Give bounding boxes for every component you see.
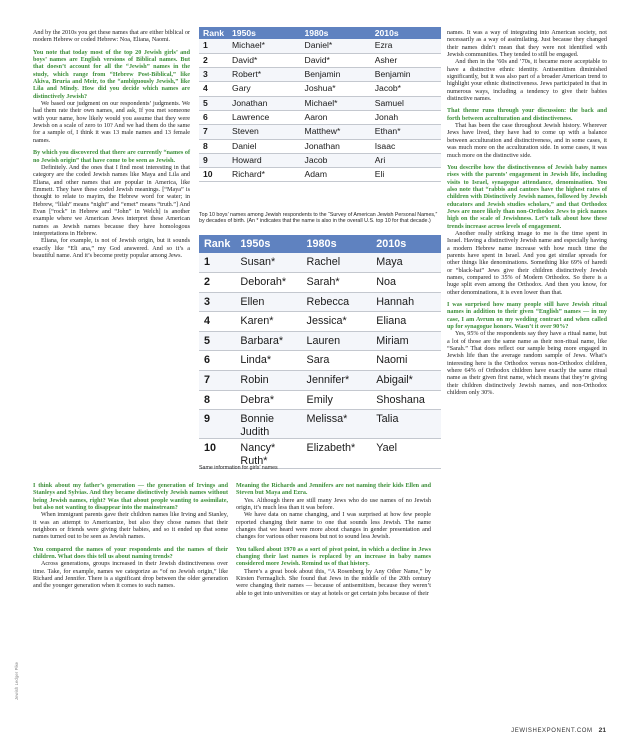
name-cell: Gary (228, 82, 301, 96)
rank-cell: 5 (199, 331, 235, 351)
table-row (199, 390, 441, 410)
column-header: 1980s (302, 235, 372, 253)
page-number: 21 (598, 727, 606, 734)
body-paragraph: We have data on name changing, and I was surprised at how few people reported changing their name to one that sounds less Jewish. The name changes that we heard were more about changes in gender presentation and changes for various other reasons but not to sound less Jewish. (236, 512, 431, 541)
name-cell: Naomi (371, 351, 441, 371)
table-row (199, 153, 441, 167)
rank-cell: 3 (199, 68, 228, 82)
rank-cell: 2 (199, 273, 235, 293)
name-cell: Deborah* (235, 273, 301, 293)
name-cell: Matthew* (301, 125, 371, 139)
name-cell: Michael* (228, 39, 301, 53)
name-cell: Ari (371, 153, 441, 167)
rank-cell: 8 (199, 139, 228, 153)
name-cell: Robert* (228, 68, 301, 82)
body-paragraph: Yes, 95% of the respondents say they have a ritual name, but a lot of those are the same name as their non-ritual name, like “Sarah.” That does reflect our sample being more engaged in Jewish life than the average random sample of Jews. What’s interesting here is the Orthodox versus non-Orthodox children, where 64% of Orthodox children have exactly the same ritual name as their given first name, which means that they’re giving their children distinctively Jewish names, and non-Orthodox children only 30%. (447, 331, 607, 397)
table-row (199, 371, 441, 391)
name-cell: Susan* (235, 253, 301, 273)
body-paragraph: And then in the ’60s and ’70s, it became more acceptable to have a distinctive ethnic identity. Antisemitism diminished significantly, but it was also part of a broader American trend to highlight your ethnic distinctiveness. Jews participated in that in numerous ways, including a tendency to give their babies distinctive names. (447, 59, 607, 103)
table-row (199, 82, 441, 96)
name-cell: Howard (228, 153, 301, 167)
column-header: 2010s (371, 27, 441, 39)
name-cell: Jennifer* (302, 371, 372, 391)
name-cell: Joshua* (301, 82, 371, 96)
name-cell: Rachel (302, 253, 372, 273)
name-cell: Jacob* (371, 82, 441, 96)
girls-table-header-row (199, 235, 441, 253)
name-cell: Isaac (371, 139, 441, 153)
name-cell: Nancy* Ruth* (235, 439, 301, 468)
article-column-right (447, 30, 607, 398)
body-paragraph: We based our judgment on our respondents’ judgments. We had them rate their own names, and ask, If you met someone with your name, how likely would you assume that they were Jewish on a scale of zero to 10? And we had them do the same for a sample of, I think it was 13 male names and 13 female names. (33, 101, 190, 144)
name-cell: Richard* (228, 168, 301, 182)
name-cell: Bonnie Judith (235, 410, 301, 439)
name-cell: Yael (371, 439, 441, 468)
name-cell: Noa (371, 273, 441, 293)
rank-cell: 7 (199, 125, 228, 139)
girls-names-table (199, 235, 441, 469)
table-row (199, 39, 441, 53)
name-cell: Benjamin (301, 68, 371, 82)
column-header: 1950s (235, 235, 301, 253)
body-paragraph: Eliana, for example, is not of Jewish origin, but it sounds exactly like “Eli ana,” my God answered. And so it’s a beautiful name. And it’s become pretty popular among Jews. (33, 238, 190, 259)
table-row (199, 139, 441, 153)
name-cell: Elizabeth* (302, 439, 372, 468)
name-cell: Daniel* (301, 39, 371, 53)
rank-cell: 1 (199, 253, 235, 273)
body-paragraph: Across generations, groups increased in their Jewish distinctiveness over time. Take, for example, names we categorize as “of no Jewish origin,” like Richard and Jennifer. There is a significant drop between the older generation and the younger generation when it comes to such names. (33, 561, 228, 590)
body-paragraph: That has been the case throughout Jewish history. Wherever Jews have lived, they have had to come up with a balance between acculturation and distinctiveness, and in some cases, it was much more on the acculturation side. In some cases, it was much more on the distinctive side. (447, 123, 607, 159)
table-row (199, 312, 441, 332)
name-cell: Talia (371, 410, 441, 439)
footer-site: JEWISHEXPONENT.COM (511, 728, 593, 734)
rank-cell: 3 (199, 292, 235, 312)
girls-table-body (199, 253, 441, 468)
table-row (199, 273, 441, 293)
column-header: 2010s (371, 235, 441, 253)
table-row (199, 331, 441, 351)
name-cell: Emily (302, 390, 372, 410)
name-cell: Daniel (228, 139, 301, 153)
interview-question: You talked about 1970 as a sort of pivot point, in which a decline in Jews changing their last names is replaced by an increase in baby names considered more Jewish. Remind us of that history. (236, 546, 431, 568)
rank-cell: 7 (199, 371, 235, 391)
body-paragraph: There’s a great book about this, “A Rosenberg by Any Other Name,” by Kirsten Fermaglich. She found that Jews in the middle of the 20th century were changing their names — because of antisemitism, because they weren’t able to get into universities or stay at hotels or get certain jobs because of their (236, 568, 431, 597)
article-column-left (33, 30, 190, 260)
boys-names-table (199, 27, 441, 182)
name-cell: Karen* (235, 312, 301, 332)
photo-credit: Jewish Ledger Pike (14, 661, 19, 700)
name-cell: Ethan* (371, 125, 441, 139)
name-cell: Ellen (235, 292, 301, 312)
table-row (199, 292, 441, 312)
interview-question: I was surprised how many people still have Jewish ritual names in addition to their given “English” names — in my case, I am Avrum on my wedding contract and when called up for synagogue honors. Wasn’t it over 90%? (447, 302, 607, 331)
name-cell: Jonathan (301, 139, 371, 153)
rank-cell: 10 (199, 439, 235, 468)
name-cell: Rebecca (302, 292, 372, 312)
table-row (199, 96, 441, 110)
interview-question: You describe how the distinctiveness of Jewish baby names rises with the parents’ engagement in Jewish life, including visits to Israel, synagogue attendance, denomination. You also note that “rabbis and cantors have the highest rates of children with Distinctively Jewish names, followed by Jewish educators and Jewish studies scholars,” and that Orthodox Jews are more likely than non-Orthodox Jews to pick names high on the scale of Jewishness. Let’s talk about how these trends increase across levels of engagement. (447, 164, 607, 230)
boys-table-body (199, 39, 441, 182)
table-row (199, 439, 441, 468)
interview-question: By which you discovered that there are currently “names of no Jewish origin” that have come to be seen as Jewish. (33, 150, 190, 164)
name-cell: Jacob (301, 153, 371, 167)
interview-question: That theme runs through your discussion: the back and forth between acculturation and distinctiveness. (447, 108, 607, 122)
name-cell: Adam (301, 168, 371, 182)
table-row (199, 110, 441, 124)
column-header: 1950s (228, 27, 301, 39)
boys-table-caption: Top 10 boys’ names among Jewish respondents to the “Survey of American Jewish Personal Names,” by decades of birth. (An * indicates that the name is also in the overall U.S. top 10 for that decade.) (199, 212, 438, 225)
rank-cell: 9 (199, 410, 235, 439)
name-cell: Robin (235, 371, 301, 391)
rank-cell: 10 (199, 168, 228, 182)
name-cell: Shoshana (371, 390, 441, 410)
column-header: Rank (199, 27, 228, 39)
table-row (199, 125, 441, 139)
girls-table-caption: Same information for girls’ names (199, 465, 278, 471)
name-cell: Sarah* (302, 273, 372, 293)
interview-question: You compared the names of your respondents and the names of their children. What does this tell us about naming trends? (33, 546, 228, 561)
name-cell: Melissa* (302, 410, 372, 439)
name-cell: Debra* (235, 390, 301, 410)
name-cell: Abigail* (371, 371, 441, 391)
rank-cell: 6 (199, 351, 235, 371)
name-cell: Jessica* (302, 312, 372, 332)
table-row (199, 68, 441, 82)
name-cell: Jonathan (228, 96, 301, 110)
rank-cell: 2 (199, 53, 228, 67)
name-cell: Sara (302, 351, 372, 371)
table-row (199, 351, 441, 371)
name-cell: Ezra (371, 39, 441, 53)
name-cell: David* (301, 53, 371, 67)
name-cell: Asher (371, 53, 441, 67)
interview-question: Meaning the Richards and Jennifers are not naming their kids Ellen and Steven but Maya and Ezra. (236, 483, 431, 497)
name-cell: Jonah (371, 110, 441, 124)
rank-cell: 1 (199, 39, 228, 53)
name-cell: Michael* (301, 96, 371, 110)
body-paragraph: Definitely. And the ones that I find most interesting in that category are the coded Jewish names like Maya and Lila and Eliana, and other names that are popular in America, like Emmett. They have these coded Jewish meanings. [“Maya” is thought to relate to mayim, the Hebrew word for water; in Hebrew, “lilah” means “night” and “emet” means “truth.”] And Evan [“rock” in Hebrew and “John” in Welch] is another example where we American Jews interpret these American names as Jewish names because they have homologous interpretations in Hebrew. (33, 164, 190, 237)
column-header: 1980s (301, 27, 371, 39)
article-column-bottom-left (33, 479, 228, 591)
name-cell: Aaron (301, 110, 371, 124)
boys-table-header-row (199, 27, 441, 39)
name-cell: Samuel (371, 96, 441, 110)
rank-cell: 6 (199, 110, 228, 124)
name-cell: Benjamin (371, 68, 441, 82)
body-paragraph: Yes. Although there are still many Jews who do use names of no Jewish origin, it’s much less than it was before. (236, 497, 431, 512)
table-row (199, 53, 441, 67)
rank-cell: 8 (199, 390, 235, 410)
name-cell: David* (228, 53, 301, 67)
body-paragraph: names. It was a way of integrating into American society, not necessarily as a way of assimilating. Just because they changed their names didn’t mean that they were not identified with Jewish communities. They tended to still be engaged. (447, 30, 607, 59)
name-cell: Hannah (371, 292, 441, 312)
interview-question: You note that today most of the top 20 Jewish girls’ and boys’ names are English versions of Biblical names. But that doesn’t account for all the “Jewish” names in the study, which range from “Hebrew Post-Biblical,” like Akiva, Bruria and Meir, to the “ambiguously Jewish,” like Lila and Mindy. How did you decide which names are distinctively Jewish? (33, 49, 190, 100)
rank-cell: 9 (199, 153, 228, 167)
table-row (199, 253, 441, 273)
rank-cell: 4 (199, 82, 228, 96)
name-cell: Maya (371, 253, 441, 273)
table-row (199, 410, 441, 439)
interview-question: I think about my father’s generation — the generation of Irvings and Stanleys and Sylvias. And they became distinctively Jewish names without being Jewish names, right? Was that about people wanting to assimilate, but also not wanting to disappear into the mainstream? (33, 483, 228, 512)
name-cell: Eli (371, 168, 441, 182)
rank-cell: 5 (199, 96, 228, 110)
name-cell: Linda* (235, 351, 301, 371)
name-cell: Lawrence (228, 110, 301, 124)
body-paragraph: And by the 2010s you get these names that are either biblical or modern Hebrew or coded Hebrew: Noa, Eliana, Naomi. (33, 30, 190, 44)
name-cell: Steven (228, 125, 301, 139)
body-paragraph: When immigrant parents gave their children names like Irving and Stanley, it was an attempt to Americanize, but also they chose names that their neighbors or friends were giving their babies, and so it ended up that some names turned out to be seen as Jewish names. (33, 512, 228, 541)
table-row (199, 168, 441, 182)
name-cell: Barbara* (235, 331, 301, 351)
body-paragraph: Another really striking image to me is the time spent in Israel. Having a distinctively Jewish name and especially having a modern Hebrew name increase with how much time the parents have spent in Israel. And you get similar spreads for other things like denominations. Something like 69% of haredi or “black-hat” Jews give their children distinctively Jewish names, compared to 35% of Modern Orthodox. So there is a huge split even among the Orthodox. And then you know, for other denominations, it is even lower than that. (447, 230, 607, 296)
name-cell: Lauren (302, 331, 372, 351)
article-column-bottom-middle (236, 479, 431, 598)
page-footer (511, 727, 606, 734)
name-cell: Miriam (371, 331, 441, 351)
name-cell: Eliana (371, 312, 441, 332)
rank-cell: 4 (199, 312, 235, 332)
column-header: Rank (199, 235, 235, 253)
